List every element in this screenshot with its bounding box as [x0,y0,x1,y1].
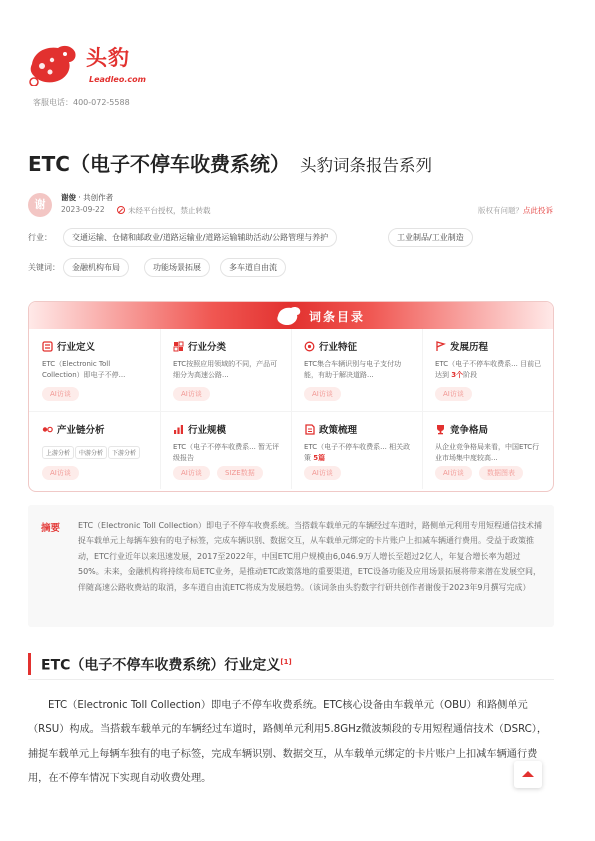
feature-icon [304,341,315,352]
report-link[interactable]: 点此投诉 [523,206,553,215]
catalog-item-title: 政策梳理 [319,425,358,436]
competition-icon [435,424,446,435]
publish-date: 2023-09-22 [61,205,105,214]
copy-notice [117,205,211,216]
ai-interview-button[interactable]: AI访谈 [173,387,210,401]
section-title: ETC（电子不停车收费系统）行业定义 [41,657,281,674]
catalog-item-desc: ETC按照应用领域的不同，产品可细分为高速公路... [173,360,278,379]
title-main: ETC（电子不停车收费系统） [28,152,290,176]
ai-interview-button[interactable]: AI访谈 [304,466,341,480]
ai-interview-button[interactable]: AI访谈 [304,387,341,401]
definition-icon [42,341,53,352]
avatar[interactable]: 谢 [28,193,52,217]
keyword-tag[interactable]: 金融机构布局 [63,258,129,277]
keyword-label: 关键词： [28,263,60,272]
ban-icon [117,206,125,214]
catalog-item-title: 行业特征 [319,342,358,353]
chain-sub-tag[interactable]: 中游分析 [75,446,107,459]
catalog-item-title: 竞争格局 [450,425,489,436]
catalog-item-desc: 从企业竞争格局来看，中国ETC行业市场集中度较高... [435,443,540,462]
ai-interview-button[interactable]: AI访谈 [435,387,472,401]
industry-tag[interactable]: 工业制品/工业制造 [388,228,473,247]
chain-icon [42,424,53,435]
divider [28,679,554,680]
industry-tag[interactable]: 交通运输、仓储和邮政业/道路运输业/道路运输辅助活动/公路管理与养护 [63,228,337,247]
catalog-item-chain[interactable] [29,412,160,492]
arrow-up-icon [522,771,534,777]
catalog-item-policy[interactable] [291,412,422,492]
author-line [61,192,113,203]
chain-sub-tag[interactable]: 下游分析 [108,446,140,459]
abstract-box [28,505,554,627]
catalog-item-feature[interactable] [291,329,422,409]
catalog-item-title: 行业定义 [57,342,96,353]
page-title [28,148,432,177]
scale-icon [173,424,184,435]
brand-site: Leadleo.com [89,75,146,84]
hotline: 客服电话：400-072-5588 [33,98,130,107]
history-icon [435,341,446,352]
catalog-item-desc: ETC（电子不停车收费系... 暂无评级报告 [173,443,280,462]
author-name[interactable]: 谢俊 [61,193,76,202]
abstract-text: ETC（Electronic Toll Collection）即电子不停车收费系统。当搭载车载单元的车辆经过车道时，路侧单元利用专用短程通信技术捕捉车载单元上每辆车独有的电子标签，完成车辆识别、数据交互，从车载单元绑定的卡片账户上扣减车辆通行费用。受益于政策推动，ETC行业近年以来迅速发展，2017至2022年，中国ETC用户规模由6,046.9万人增长至超过2亿人，年复合增长率为超过50%。未来，金融机构将持续布局ETC业务，是推动ETC政策落地的重要渠道，ETC设备功能及应用场景拓展将带来潜在发展空间，伴随高速公路收费站的取消，多车道自由流ETC将成为发展趋势。（该词条由头豹数字行研共创作者谢俊于2023年9月撰写完成） [78,521,543,592]
catalog-panel [28,301,554,492]
catalog-item-scale[interactable] [160,412,291,492]
catalog-item-definition[interactable] [29,329,160,409]
catalog-item-title: 行业分类 [188,342,227,353]
ai-interview-button[interactable]: AI访谈 [42,387,79,401]
chain-sub-tag[interactable]: 上游分析 [42,446,74,459]
ai-interview-button[interactable]: AI访谈 [173,466,210,480]
catalog-item-desc: ETC（电子不停车收费系... 相关政策 5篇 [304,443,411,462]
ai-interview-button[interactable]: AI访谈 [42,466,79,480]
catalog-banner [29,302,553,329]
policy-icon [304,424,315,435]
chain-sub-tags [42,440,141,459]
catalog-item-title: 行业规模 [188,425,227,436]
brand-name: 头豹 [86,46,130,70]
keyword-tag[interactable]: 多车道自由流 [220,258,286,277]
catalog-item-competition[interactable] [422,412,553,492]
size-data-button[interactable]: SIZE数据 [217,466,263,480]
catalog-item-desc: ETC（Electronic Toll Collection）即电子不停... [42,360,126,379]
chart-data-button[interactable]: 数据图表 [479,466,523,480]
back-to-top-button[interactable] [514,761,542,788]
catalog-item-title: 发展历程 [450,342,489,353]
catalog-item-desc: ETC（电子不停车收费系... 目前已达到 3个阶段 [435,360,542,379]
industry-label: 行业： [28,233,52,242]
section-body: ETC（Electronic Toll Collection）即电子不停车收费系统。ETC核心设备由车载单元（OBU）和路侧单元（RSU）构成。当搭载车载单元的车辆经过车道时，路侧单元利用5.8GHz微波频段的专用短程通信技术（DSRC），捕捉车载单元上每辆车独有的电子标签，完成车辆识别、数据交互，从车载单元绑定的卡片账户上扣减车辆通行费用，在不停车情况下实现自动收费处理。 [28,700,548,784]
author-role: · 共创作者 [78,193,114,202]
ai-interview-button[interactable]: AI访谈 [435,466,472,480]
catalog-title: 词条目录 [309,310,366,324]
copyright-question: 版权有问题？ [478,206,523,215]
copyright-line [478,205,553,216]
classification-icon [173,341,184,352]
catalog-item-desc: ETC集合车辆识别与电子支付功能，有助于解决道路... [304,360,402,379]
copy-notice-text: 未经平台授权，禁止转载 [128,206,211,215]
reference-link[interactable]: [1] [280,658,292,666]
section-heading [28,653,292,675]
keyword-tag[interactable]: 功能场景拓展 [144,258,210,277]
title-series: 头豹词条报告系列 [299,156,432,175]
leopard-icon [276,305,302,326]
leopard-logo-icon [28,42,78,86]
abstract-label: 摘要 [41,523,61,534]
catalog-item-classification[interactable] [160,329,291,409]
catalog-item-title: 产业链分析 [57,425,105,436]
catalog-item-history[interactable] [422,329,553,409]
